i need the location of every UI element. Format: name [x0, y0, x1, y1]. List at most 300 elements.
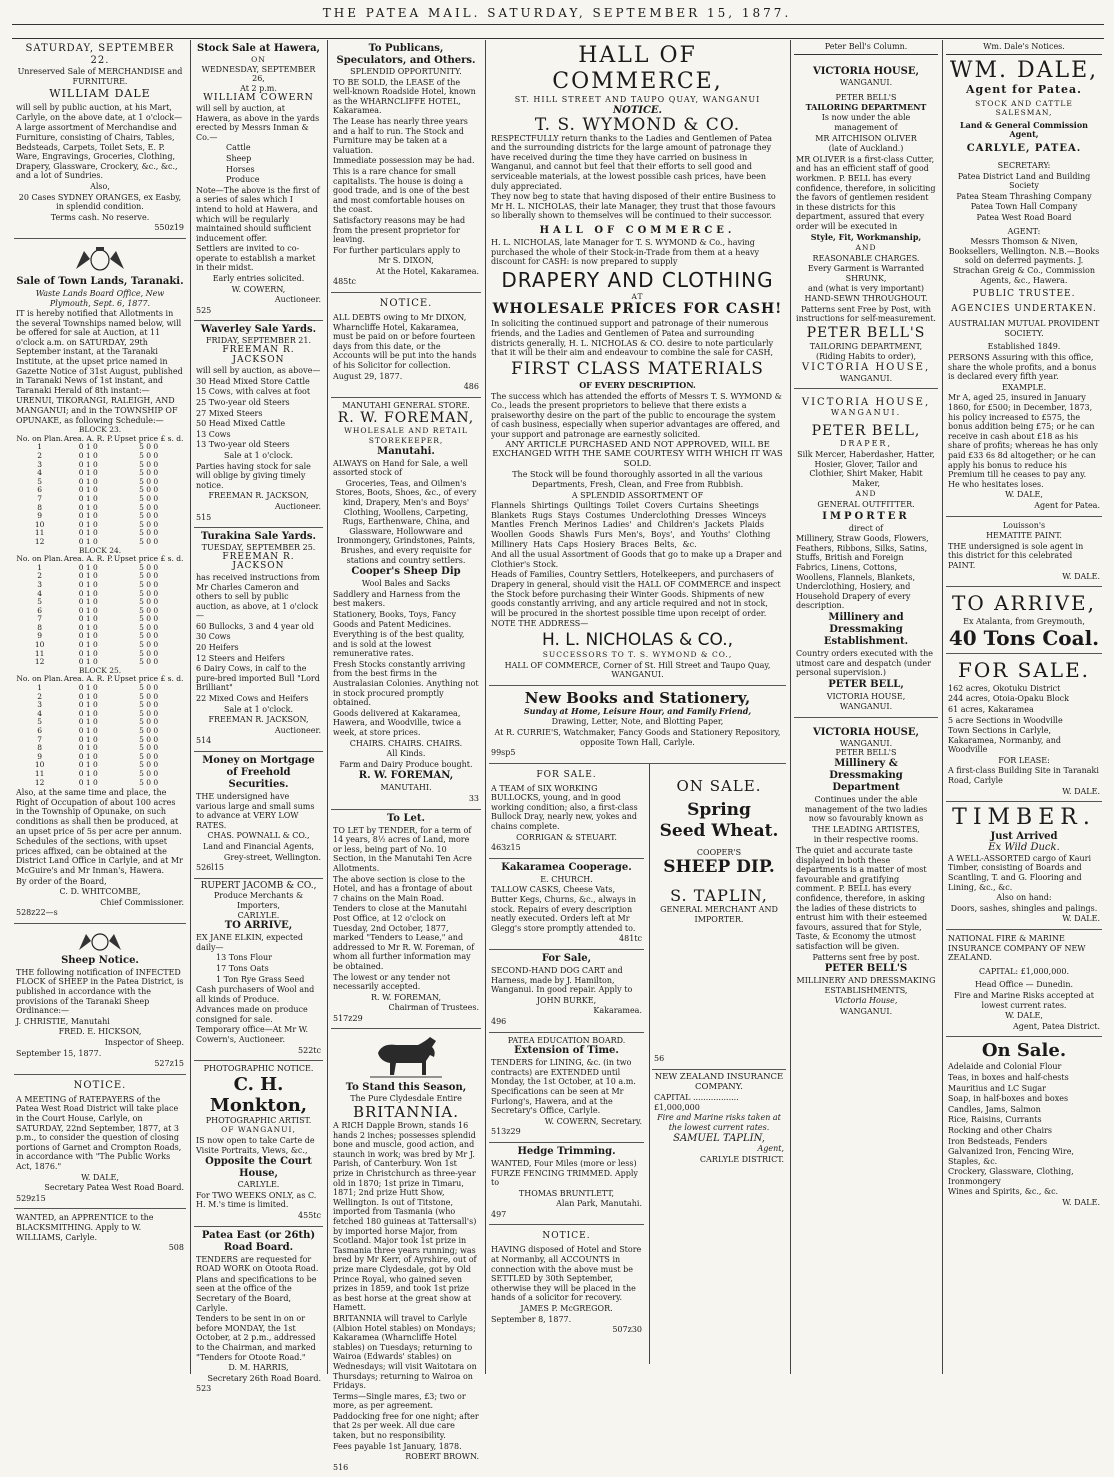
timber-body: A WELL-ASSORTED cargo of Kauri Timber, consisting of Boards and Scantling, T. and G. Flooring and Lining, &c., &c. [948, 853, 1092, 892]
wm-dale-ad [946, 55, 1102, 517]
hall-stock: The Stock will be found thoroughly assorted in all the various Departments, Fresh, Clean, and Free from Rubbish. [512, 470, 763, 490]
waverley-time: Sale at 1 o'clock. [224, 450, 293, 460]
table-cell: 0 1 0 [78, 502, 98, 512]
sheep-notice [14, 924, 186, 1075]
hall-goods-list: Flannels Shirtings Quiltings Toilet Covers Curtains Sheetings Blankets Rugs Stays Costumes Underclothing Dresses Winceys Mantles French Merinos Ladies' and Children's Jackets Plaids Woollen Goods Shawls Furs Men's, Boys', and Youths' Clothing Millinery Hats Caps Hosiery Braces Belts, &c. [491, 501, 771, 549]
table-cell: 7 [37, 614, 43, 624]
britannia-travel: BRITANNIA will travel to Carlyle (Albion Hotel stables) on Mondays; Kakaramea (Wharncliffe Hotel stables) on Tuesdays; returning to Wairoa (Edwards' stables) on Wednesdays; will visit Waitotara on Thursdays; returning to Wairoa on Fridays. [333, 1313, 477, 1391]
list-item: Sheep [226, 153, 252, 163]
jacomb-items [196, 953, 321, 984]
table-cell: 2 [37, 451, 43, 460]
table-cell: 11 [34, 528, 45, 538]
publicans-ad [331, 40, 481, 293]
wm-dale-column-header: Wm. Dale's Notices. [946, 40, 1102, 55]
vh3-vh: Victoria House, [834, 996, 898, 1006]
sheep-role: Inspector of Sheep. [104, 1038, 184, 1048]
table-cell: 5 0 0 [139, 485, 159, 495]
jacomb-cash: Cash purchasers of Wool and all kinds of Produce. [196, 985, 315, 1004]
table-cell: 4 [37, 468, 43, 478]
column-3 [331, 40, 481, 1472]
hawera-title: Stock Sale at Hawera, [196, 43, 321, 54]
list-item: 13 Two-year old Steers [196, 440, 290, 450]
table-cell: 2 [37, 691, 43, 701]
tolet-tenders: Tenders to close at the Manutahi Post Office, at 12 o'clock on Tuesday, 2nd October, 1877, marked "Tenders to Lease," and addressed to Mr R. W. Foreman, of whom all further information may be obtained. [333, 904, 475, 971]
ad-ref: 455tc [298, 1211, 321, 1220]
vh3-dept: Millinery & Dressmaking Department [829, 758, 903, 794]
monkton-ad [194, 1061, 323, 1226]
ad-ref: 514 [196, 736, 212, 746]
education-signer: W. COWERN, Secretary. [544, 1116, 642, 1126]
mcgregor-date: September 8, 1877. [491, 1314, 572, 1324]
table-header: Area. A. R. P. [63, 554, 113, 564]
table-cell: 5 [37, 476, 43, 486]
column-rule [190, 40, 191, 1374]
books-currie: At R. CURRIE'S, Watchmaker, Fancy Goods and Stationery Repository, opposite Town Hall, Carlyle. [494, 727, 781, 747]
table-cell: 0 1 0 [78, 743, 98, 753]
dale-secretary: SECRETARY: [997, 160, 1051, 170]
ad-ref: 463z15 [491, 843, 521, 853]
dale-amp: AUSTRALIAN MUTUAL PROVIDENT SOCIETY. [948, 319, 1100, 338]
table-cell: 1 [37, 562, 43, 572]
list-item: Wines and Spirits, &c., &c. [948, 1187, 1059, 1197]
sale-body: will sell by public auction, at his Mart, Carlyle, on the above date, at 1 o'clock— [16, 103, 183, 122]
block-label: BLOCK 25. [78, 665, 122, 675]
britannia-body: A RICH Dapple Brown, stands 16 hands 2 inches; possesses splendid bone and muscle, good action, and staunch in work; was bred by Mr J. Parish, of Canterbury. Won 1st prize in Christchurch as three-year old in 1870; 1st prize in Timaru, 1871; 2nd prize Hutt Show, Wellington. Is out of Titstone, imported from Tasmania (who fetched 180 guineas at Tattersall's) by imported horse Major, from Scotland. Major took 1st prize in Tasmania three years running; was bred by Mr Kerr, of Ayrshire, out of prize mare Clydesdale, got by Old Prince Royal, who gained seven prizes in 1859, and took 1st prize as best horse at the great show at Hamett. [333, 1121, 477, 1313]
hall-wholesale: WHOLESALE PRICES FOR CASH! [492, 301, 783, 318]
hall-disposed: They now beg to state that having disposed of their entire Business to Mr H. L. NICHOLAS, their late Manager, they trust that those favours so liberally shown to themselves will be continued to their successor. [491, 192, 776, 221]
table-cell: 5 0 0 [139, 648, 159, 658]
vh1-dept2: TAILORING DEPARTMENT, [809, 341, 923, 351]
monkton-place: CARLYLE. [237, 1180, 280, 1190]
lands-notice: IT is hereby notified that Allotments in the several Townships named below, will be offered for sale at Auction, at 11 o'clock a.m. on SATURDAY, 29th September instant, at the Taranaki Institute, at the upset price named in Gazette Notice of 31st August, published in Taranaki News of 1st instant, and Taranaki Herald of 8th instant:— [16, 309, 183, 395]
table-cell: 6 [37, 605, 43, 615]
table-cell: 0 1 0 [78, 451, 98, 460]
victoria-house-tailoring [794, 55, 938, 390]
land-for-sale-ad [946, 654, 1102, 803]
paint-body: THE undersigned is sole agent in this district for this celebrated PAINT. [948, 541, 1084, 570]
table-header: Area. A. R. P. [63, 433, 113, 443]
masthead: THE PATEA MAIL. SATURDAY, SEPTEMBER 15, 1877. [322, 6, 792, 20]
fire-capital: CAPITAL: £1,000,000. [978, 966, 1069, 976]
mortgage-title: Money on Mortgage of Freehold Securities. [202, 755, 315, 790]
table-cell: 0 1 0 [78, 511, 98, 521]
list-item: Crockery, Glassware, Clothing, Ironmongery [948, 1167, 1074, 1186]
table-cell: 6 [37, 485, 43, 495]
dale-sub: STOCK AND CATTLE SALESMAN, [975, 98, 1073, 118]
lands-order: By order of the Board, [16, 876, 107, 886]
table-cell: 0 1 0 [78, 683, 98, 693]
hall-success: The success which has attended the efforts of Messrs T. S. WYMOND & Co., leads the present proprietors to believe that there exists a praiseworthy desire on the part of the public to encourage the system of cash business, especially when superior advantages are offered, and your support and patronage are earnestly solicited. [491, 391, 782, 440]
table-cell: 0 1 0 [78, 751, 98, 761]
hawera-on: ON [251, 55, 266, 64]
table-cell: 8 [37, 502, 43, 512]
hall-notice: NOTICE. [612, 104, 663, 116]
ad-ref: 528z22—s [16, 908, 58, 918]
dale-name: WM. DALE, [949, 57, 1099, 83]
arrive-coal: 40 Tons Coal. [948, 625, 1100, 650]
lands-office: Waste Lands Board Office, New Plymouth, Sept. 6, 1877. [35, 288, 165, 308]
list-item: 22 Mixed Cows and Heifers [196, 694, 309, 704]
to-let-ad [331, 810, 481, 1030]
vh2-orders: Country orders executed with the utmost care and despatch (under personal supervision.) [796, 648, 933, 678]
vh3-taste: The quiet and accurate taste displayed in both these departments is a matter of most favourable and gratifying comment. P. BELL has every confidence, therefore, in asking the ladies of these districts to entrust him with their esteemed favours, assured that for Style, Taste, & Economy the utmost satisfaction will be given. [796, 846, 928, 951]
foreman-place: Manutahi. [377, 445, 435, 457]
vh1-charges: REASONABLE CHARGES. [812, 253, 920, 263]
monkton-opposite: Opposite the Court House, [205, 1156, 312, 1180]
list-item: Cattle [226, 143, 251, 153]
table-cell: 5 0 0 [139, 519, 159, 529]
ad-ref: 496 [491, 1016, 507, 1026]
patea-east-role: Secretary 26th Road Board. [207, 1373, 321, 1383]
vh3-name: PETER BELL'S [835, 748, 897, 758]
table-cell: 0 1 0 [78, 579, 98, 589]
table-cell: 5 0 0 [139, 734, 159, 744]
paint-title: Louisson's [1002, 520, 1046, 530]
jacomb-place: CARLYLE. [237, 910, 280, 920]
table-cell: 5 0 0 [139, 579, 159, 589]
taplin-on-sale [652, 764, 786, 1070]
notice-body: A MEETING of RATEPAYERS of the Patea West Road District will take place in the Court House, Carlyle, on SATURDAY, 22nd September, 1877, at 3 p.m., to consider the question of closing portions of Garnet and Crompton Roads, in accordance with "The Public Works Act, 1876." [16, 1094, 182, 1171]
taplin-seed-wheat: Seed Wheat. [659, 820, 779, 841]
royal-coat-of-arms-icon [75, 930, 125, 952]
taplin-name: S. TAPLIN, [670, 886, 768, 906]
vh3-pb: PETER BELL'S [824, 963, 908, 975]
vh3-est: MILLINERY AND DRESSMAKING ESTABLISHMENTS, [796, 976, 936, 995]
tolet-body: TO LET by TENDER, for a term of 14 years, 8½ acres of Land, more or less, being part of No. 10 Section, in the Manutahi Ten Acre Allotments. [333, 825, 472, 873]
table-cell: 4 [37, 708, 43, 718]
vh1-patterns: Patterns sent Free by Post, with instructions for self-measurement. [796, 304, 936, 324]
table-cell: 5 0 0 [139, 476, 159, 486]
lands-signer: C. D. WHITCOMBE, [59, 887, 141, 897]
sheep-owner: J. CHRISTIE, Manutahi [16, 1016, 110, 1026]
foreman-wool: Wool Bales and Sacks [361, 579, 451, 589]
vh1-and: AND [855, 243, 877, 253]
vh2-title: VICTORIA HOUSE, [801, 397, 931, 409]
column-rule [942, 40, 943, 1374]
cart-signer: JOHN BURKE, [536, 995, 597, 1005]
dixon-date: August 29, 1877. [333, 371, 403, 381]
vh1-title: VICTORIA HOUSE, [813, 65, 919, 77]
ad-ref: 526l15 [196, 863, 225, 873]
vh1-hand: and (what is very important) HAND-SEWN THROUGHOUT. [804, 284, 928, 304]
hall-thanks: RESPECTFULLY return thanks to the Ladies and Gentlemen of Patea and the surrounding districts for the large amount of patronage they have received during the time they have carried on business in Wanganui, and cannot but feel that their efforts to sell good and serviceable materials, at the lowest possible cash prices, have been duly appreciated. [491, 133, 773, 191]
table-cell: 5 0 0 [139, 442, 159, 452]
fire-risks: Fire and Marine Risks accepted at lowest current rates. [954, 990, 1094, 1010]
turakina-date: TUESDAY, SEPTEMBER 25. [201, 543, 316, 553]
list-item: Patea Town Hall Company [970, 202, 1078, 212]
sale-title: Unreserved Sale of MERCHANDISE and FURNITURE. [17, 67, 183, 86]
vh1-every: Every Garment is Warranted SHRUNK, [807, 264, 925, 283]
vh2-pb: PETER BELL, [828, 678, 904, 690]
table-cell: 3 [37, 579, 43, 589]
table-cell: 10 [34, 519, 45, 529]
hall-nicholas-name: H. L. NICHOLAS & CO., [541, 629, 734, 650]
vh2-list: Silk Mercer, Haberdasher, Hatter, Hosier, Glover, Tailor and Clothier, Shirt Maker, Habit Maker, [797, 450, 935, 488]
vh2-role: DRAPER, [839, 439, 892, 449]
patea-east-plans: Plans and specifications to be seen at the office of the Secretary of the Board, Carlyle. [196, 1274, 317, 1313]
table-cell: 5 0 0 [139, 614, 159, 624]
vh3-artistes: THE LEADING ARTISTES, [812, 824, 920, 834]
table-cell: 0 1 0 [78, 571, 98, 581]
dale-established: Established 1849. [987, 342, 1061, 352]
table-cell: 5 0 0 [139, 468, 159, 478]
table-cell: 5 0 0 [139, 700, 159, 710]
hawera-items [196, 143, 321, 184]
land-forsale-title: FOR SALE. [957, 657, 1091, 682]
hawera-auctioneer: WILLIAM COWERN [203, 92, 314, 104]
table-cell: 0 1 0 [78, 768, 98, 778]
britannia-signer: ROBERT BROWN. [405, 1452, 479, 1462]
table-cell: 3 [37, 700, 43, 710]
column-4-left [489, 764, 644, 1340]
fire-title: NATIONAL FIRE & MARINE INSURANCE COMPANY OF NEW ZEALAND. [948, 934, 1086, 963]
table-cell: 9 [37, 751, 43, 761]
table-cell: 0 1 0 [78, 657, 98, 667]
land-signer: W. DALE. [1062, 786, 1100, 796]
dale-trustee: PUBLIC TRUSTEE. [972, 289, 1076, 300]
lands-townships: URENUI, TIKORANGI, RALEIGH, AND MANGANUI; and in the TOWNSHIP OF OPUNAKE, as following Schedule:— [16, 396, 178, 425]
dale-agent-role: Agent for Patea. [1034, 500, 1100, 510]
dale-onsale-title: On Sale. [981, 1040, 1067, 1062]
britannia-name: BRITANNIA. [352, 1103, 460, 1122]
table-cell: 4 [37, 588, 43, 598]
table-cell: 0 1 0 [78, 726, 98, 735]
education-sub: Extension of Time. [514, 1045, 619, 1057]
ad-ref: 508 [168, 1243, 184, 1253]
waverley-sale [194, 321, 323, 528]
list-item: 25 Two-year old Steers [196, 398, 290, 407]
table-cell: 0 1 0 [78, 648, 98, 658]
table-cell: 5 0 0 [139, 536, 159, 546]
dale-example: EXAMPLE. [1001, 382, 1047, 392]
taplin-coopers: COOPER'S [696, 847, 742, 857]
list-item: 50 Head Mixed Cattle [196, 419, 286, 429]
dixon-notice [331, 293, 481, 398]
hematite-paint-ad [946, 517, 1102, 588]
vh3-patterns: Patterns sent free by post. [812, 952, 920, 962]
timber-also: Also on hand: [996, 893, 1052, 903]
ad-ref: 33 [468, 794, 479, 803]
table-cell: 5 0 0 [139, 605, 159, 615]
timber-title: TIMBER. [952, 805, 1096, 831]
ad-ref: 486 [463, 382, 479, 392]
waverley-items [196, 377, 321, 450]
column-6 [946, 40, 1102, 1374]
tolet-role: Chairman of Trustees. [388, 1003, 479, 1013]
ad-ref: 517z29 [333, 1013, 363, 1023]
hedge-title: Hedge Trimming. [517, 1145, 616, 1157]
dale-example-body: Mr A, aged 25, insured in January 1860, for £500; in December, 1873, his policy increased to £575, the bonus addition being £75; or he can receive in cash about £18 as his share of profits; whereas he has only paid £33 6s 8d altogether; or he can apply his bonus to reduce his Premium till he ceases to pay any. He who hesitates loses. [948, 393, 1098, 489]
waverley-body: will sell by auction, as above— [196, 366, 321, 376]
land-lease-body: A first-class Building Site in Taranaki Road, Carlyle [948, 766, 1099, 786]
patea-east-title: Patea East (or 26th) Road Board. [201, 1229, 316, 1253]
dale-agencies: AGENCIES UNDERTAKEN. [951, 303, 1097, 314]
hedge-body: WANTED, Four Miles (more or less) FURZE FENCING TRIMMED. Apply to [491, 1158, 638, 1188]
vh1-manager: MR AITCHISON OLIVER [815, 133, 917, 143]
table-cell: 0 1 0 [78, 605, 98, 615]
table-cell: 0 1 0 [78, 597, 98, 607]
jacomb-arrive: TO ARRIVE, [224, 920, 293, 932]
table-cell: 5 0 0 [139, 493, 159, 503]
table-header: Upset price £ s. d. [113, 554, 184, 564]
cooperage-ad [489, 859, 644, 950]
table-cell: 0 1 0 [78, 734, 98, 744]
arrive-ex: Ex Atalanta, from Greymouth, [963, 617, 1085, 627]
sheep-body: THE following notification of INFECTED FLOCK of SHEEP in the Patea District, is published in accordance with the provisions of the Taranaki Sheep Ordinance:— [16, 967, 184, 1016]
nz-insurance-ad [652, 1070, 786, 1169]
table-cell: 0 1 0 [78, 760, 98, 770]
table-cell: 0 1 0 [78, 442, 98, 452]
hall-of-commerce-ad [489, 40, 786, 686]
britannia-paddock: Paddocking free for one night; after that 2s per week. All due care taken, but no responsibility. [333, 1411, 479, 1441]
hawera-time: At 2 p.m. [240, 83, 277, 93]
waverley-title: Waverley Sale Yards. [200, 324, 317, 336]
hedge-signer: THOMAS BRUNTLETT, [518, 1188, 615, 1198]
table-cell: 0 1 0 [78, 717, 98, 727]
foreman-name: R. W. FOREMAN, [337, 410, 475, 427]
vh1-place2: WANGANUI. [839, 373, 893, 383]
foreman-farm: Farm and Dairy Produce bought. [339, 759, 473, 769]
table-cell: 0 1 0 [78, 562, 98, 572]
ad-ref: 515 [196, 512, 212, 522]
books-sub: Sunday at Home, Leisure Hour, and Family Friend, [523, 705, 752, 716]
britannia-terms: Terms—Single mares, £3; two or more, as per agreement. [333, 1391, 466, 1411]
table-cell: 5 0 0 [139, 691, 159, 701]
table-cell: 0 1 0 [78, 493, 98, 503]
column-4-right [652, 764, 786, 1170]
column-rule [485, 40, 486, 1374]
table-cell: 5 [37, 717, 43, 727]
list-item: Patea West Road Board [976, 212, 1072, 222]
table-cell: 5 0 0 [139, 451, 159, 460]
hall-usual: And all the usual Assortment of Goods that go to make up a Draper and Clothier's Stock. [491, 550, 782, 569]
dale-onsale-signer: W. DALE. [1062, 1198, 1100, 1208]
allotment-table [16, 426, 184, 546]
table-header: No. on Plan. [16, 674, 63, 684]
foreman-list: Groceries, Teas, and Oilmen's Stores, Boots, Shoes, &c., of every kind, Drapery, Men's and Boys' Clothing, Woollens, Carpeting, Rugs, Earthenware, China, and Glassware, Hollowware and Ironmongery, Grindstones, Paints, Brushes, and every requisite for stations and country settlers. [335, 478, 477, 565]
publicans-signer: Mr S. DIXON, [378, 256, 434, 266]
taplin-role: GENERAL MERCHANT AND IMPORTER. [660, 905, 778, 924]
tolet-lowest: The lowest or any tender not necessarily accepted. [333, 972, 451, 992]
list-item: Rocking and other Chairs [948, 1125, 1052, 1135]
jacomb-ex: EX JANE ELKIN, expected daily— [196, 933, 303, 952]
list-item: 13 Tons Flour [216, 953, 272, 963]
monkton-role: PHOTOGRAPHIC ARTIST. [205, 1115, 312, 1125]
table-cell: 5 0 0 [139, 657, 159, 667]
britannia-fees: Fees payable 1st January, 1878. [333, 1441, 462, 1451]
jacomb-name: RUPERT JACOMB & CO., [200, 880, 317, 891]
ad-ref: 550z19 [154, 223, 184, 233]
books-title: New Books and Stationery, [524, 688, 751, 707]
masthead-rule [12, 24, 1104, 25]
patea-east-board [194, 1227, 323, 1399]
ad-ref: 529z15 [16, 1193, 46, 1203]
dale-agent-heading: AGENT: [1007, 226, 1041, 236]
list-item: Candles, Jams, Salmon [948, 1104, 1041, 1114]
notice-role: Secretary Patea West Road Board. [44, 1183, 184, 1193]
vh2-and: AND [855, 489, 877, 499]
column-rule [790, 40, 791, 1374]
table-header: Area. A. R. P. [63, 674, 113, 684]
mortgage-role: Land and Financial Agents, [202, 841, 315, 851]
hawera-signer: W. COWERN, [231, 284, 286, 294]
ad-ref: 525 [196, 305, 212, 315]
jacomb-advances: Advances made on produce consigned for sale. [196, 1005, 308, 1024]
vh2-goods: Millinery, Straw Goods, Flowers, Feathers, Ribbons, Silks, Satins, Stuffs, British and Foreign Fabrics, Linens, Cottons, Woollens, Flannels, Blankets, Underclothing, Hosiery, and Household Drapery of every description. [796, 534, 929, 611]
mortgage-body: THE undersigned have various large and small sums to advance at VERY LOW RATES. [196, 792, 315, 830]
sale-terms: Terms cash. No reserve. [50, 212, 150, 222]
sheep-date: September 15, 1877. [16, 1048, 102, 1058]
table-cell: 0 1 0 [78, 519, 98, 529]
patea-east-tenders: Tenders to be sent in on or before MONDAY, the 1st October, at 2 p.m., addressed to the Chairman, and marked "Tenders for Otoote Road." [196, 1314, 316, 1362]
waverley-date: FRIDAY, SEPTEMBER 21. [205, 336, 311, 346]
table-cell: 0 1 0 [78, 588, 98, 598]
inner-column-rule [649, 764, 650, 1364]
table-cell: 5 0 0 [139, 768, 159, 778]
allotment-schedule [16, 426, 184, 787]
table-cell: 5 0 0 [139, 708, 159, 718]
dale-assuring: PERSONS Assuring with this office, share the whole profits, and a bonus is declared every fifth year. [948, 353, 1097, 382]
taplin-title: ON SALE. [676, 776, 762, 795]
vh1-late: (late of Auckland.) [828, 144, 904, 154]
britannia-sub: The Pure Clydesdale Entire [350, 1094, 462, 1104]
table-cell: 2 [37, 571, 43, 581]
table-cell: 0 1 0 [78, 700, 98, 710]
table-cell: 0 1 0 [78, 528, 98, 538]
dale-on-sale-ad [946, 1037, 1102, 1212]
paint-signer: W. DALE. [1062, 571, 1100, 581]
turakina-time: Sale at 1 o'clock. [224, 704, 293, 714]
list-item: Town Sections in Carlyle, Kakaramea, Normanby, and Woodville [948, 726, 1061, 755]
sale-date: SATURDAY, SEPTEMBER 22. [25, 43, 175, 66]
dixon-body: ALL DEBTS owing to Mr DIXON, Wharncliffe Hotel, Kakaramea, must be paid on or before fourteen days from this date, or the Accounts will be put into the hands of his Solicitor for collection. [333, 313, 477, 371]
publicans-apply: For further particulars apply to [333, 245, 461, 255]
turakina-sale [194, 528, 323, 752]
table-cell: 5 0 0 [139, 683, 159, 693]
list-item: Galvanized Iron, Fencing Wire, Staples, &c. [948, 1147, 1074, 1166]
publicans-possession: Immediate possession may be had. [333, 156, 475, 166]
masthead-rule-lower [12, 38, 1104, 39]
mcgregor-title: NOTICE. [542, 1231, 591, 1242]
royal-coat-of-arms-icon [70, 245, 130, 273]
books-ad [489, 686, 786, 764]
timber-ad [946, 802, 1102, 930]
list-item: 162 acres, Okotuku District [948, 683, 1061, 693]
mortgage-signer: CHAS. POWNALL & CO., [207, 831, 310, 841]
vh1-riding: (Riding Habits to order), [815, 352, 917, 362]
jacomb-role: Produce Merchants & Importers, [213, 891, 304, 910]
dale-merchandise-sale [14, 40, 186, 239]
paint-sub: HEMATITE PAINT. [986, 531, 1062, 541]
table-cell: 1 [37, 683, 43, 693]
table-header: Upset price £ s. d. [113, 674, 184, 684]
publicans-place: At the Hotel, Kakaramea. [375, 266, 479, 276]
lands-title: Sale of Town Lands, Taranaki. [16, 275, 184, 287]
foreman-place2: MANUTAHI. [380, 783, 432, 793]
vh1-dept: TAILORING DEPARTMENT [805, 101, 927, 112]
list-item: 27 Mixed Steers [196, 408, 263, 418]
allotment-table [16, 547, 184, 667]
ad-ref: 516 [333, 1462, 349, 1472]
education-body: TENDERS for LINING, &c. (in two contracts) are EXTENDED until Monday, the 1st October, at 10 a.m. Specifications can be seen at Mr Furlong's, Hawera, and at the Secretary's Office, Carlyle. [491, 1058, 636, 1116]
ad-ref: 485tc [333, 277, 356, 287]
hedge-ad [489, 1143, 644, 1226]
foreman-store [331, 398, 481, 810]
list-item: 6 Dairy Cows, in calf to the pure-bred imported Bull "Lord Brilliant" [196, 664, 320, 693]
hall-heading2: HALL OF COMMERCE. [539, 224, 736, 236]
list-item: 60 Bullocks, 3 and 4 year old [196, 621, 314, 631]
patea-east-body: TENDERS are requested for ROAD WORK on Otoota Road. [196, 1254, 319, 1274]
